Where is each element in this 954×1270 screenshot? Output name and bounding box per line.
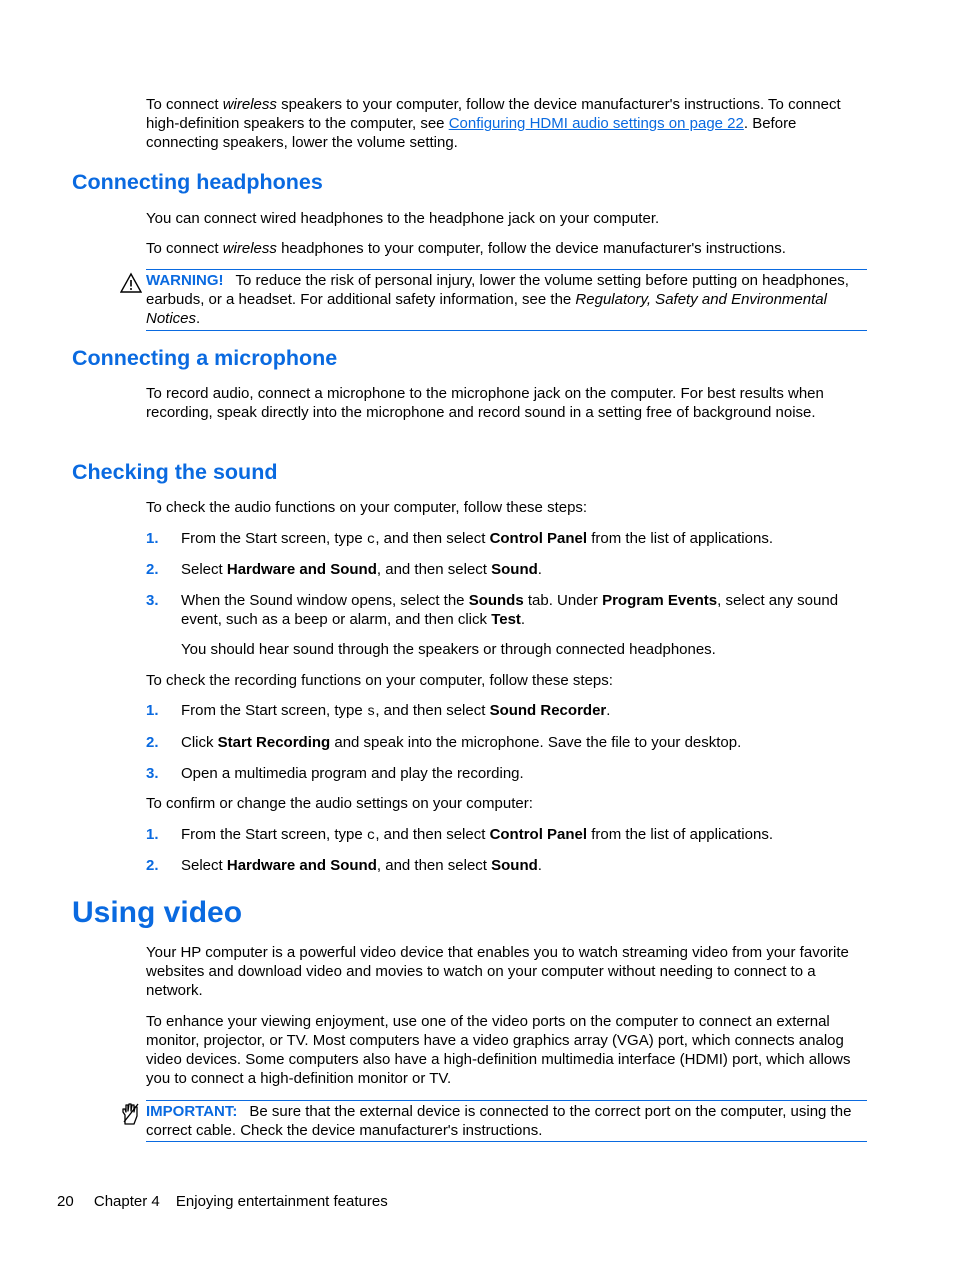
intro-text-1: To connect xyxy=(146,96,223,113)
step-bold: Start Recording xyxy=(217,734,331,751)
headphones-paragraph-1: You can connect wired headphones to the headphone jack on your computer. xyxy=(146,210,660,227)
step-text: When the Sound window opens, select the xyxy=(181,592,469,609)
step-text: From the Start screen, type xyxy=(181,826,367,843)
video-paragraph-1: Your HP computer is a powerful video device that enables you to watch streaming video from your favorite websites and download video and movies to watch on your computer without needing to connect to a network. xyxy=(146,944,849,999)
heading-using-video: Using video xyxy=(72,896,243,929)
step-text: From the Start screen, type xyxy=(181,702,367,719)
list2-num-3: 3. xyxy=(146,765,159,782)
heading-connecting-microphone: Connecting a microphone xyxy=(72,346,338,370)
list1-num-2: 2. xyxy=(146,561,159,578)
list1-step-2 xyxy=(181,560,869,579)
step-text: , select any sound event, such as a beep or alarm, and then click xyxy=(181,592,839,628)
intro-paragraph xyxy=(146,95,868,152)
heading-checking-sound: Checking the sound xyxy=(72,460,278,484)
list1-step-1 xyxy=(181,529,869,550)
step-code: c xyxy=(366,532,376,548)
important-label: IMPORTANT: xyxy=(146,1103,238,1120)
step-code: s xyxy=(366,704,376,720)
page-number: 20 xyxy=(57,1193,74,1210)
step-text: from the list of applications. xyxy=(587,826,773,843)
microphone-paragraph: To record audio, connect a microphone to the microphone jack on the computer. For best results when recording, speak directly into the microphone and record sound in a setting free of background noise. xyxy=(146,385,824,421)
step-bold: Sound Recorder xyxy=(489,702,607,719)
step-text: , and then select xyxy=(376,561,492,578)
headphones-p2-italic: wireless xyxy=(222,240,277,257)
list2-num-1: 1. xyxy=(146,702,159,719)
list2-step-3: Open a multimedia program and play the recording. xyxy=(181,765,524,782)
video-paragraph-2: To enhance your viewing enjoyment, use one of the video ports on the computer to connect an external monitor, projector, or TV. Most computers have a video graphics array (VGA) port, which connects analog video devices. Some computers also have a high-definition multimedia interface (HDMI) port, which allows you to connect a high-definition monitor or TV. xyxy=(146,1013,851,1087)
list1-step-3 xyxy=(181,591,869,629)
step-bold: Sound xyxy=(491,857,538,874)
intro-text-3: . Before connecting speakers, lower the volume setting. xyxy=(146,115,797,151)
chapter-title: Enjoying entertainment features xyxy=(175,1193,388,1210)
step-bold: Program Events xyxy=(602,592,718,609)
step-text: . xyxy=(606,702,611,719)
step-bold: Sound xyxy=(491,561,538,578)
intro-text-2: speakers to your computer, follow the device manufacturer's instructions. To connect high-definition speakers to the computer, see xyxy=(146,96,841,132)
heading-connecting-headphones: Connecting headphones xyxy=(72,170,323,194)
step-bold: Hardware and Sound xyxy=(226,561,377,578)
list1-num-3: 3. xyxy=(146,592,159,609)
hdmi-audio-settings-link[interactable]: Configuring HDMI audio settings on page 22 xyxy=(448,115,744,132)
step-text: . xyxy=(537,857,542,874)
list2-step-2 xyxy=(181,733,869,752)
step-bold: Sounds xyxy=(468,592,524,609)
step-text: Select xyxy=(181,857,227,874)
step-code: c xyxy=(366,828,376,844)
list3-step-1 xyxy=(181,825,869,846)
warning-label: WARNING! xyxy=(146,272,224,289)
warning-note xyxy=(146,269,867,331)
list1-num-1: 1. xyxy=(146,530,159,547)
sound-paragraph-3: To confirm or change the audio settings on your computer: xyxy=(146,795,533,812)
headphones-p2-text-b: headphones to your computer, follow the device manufacturer's instructions. xyxy=(276,240,786,257)
step-text: . xyxy=(520,611,526,628)
step-bold: Control Panel xyxy=(489,530,588,547)
headphones-p2-text-a: To connect xyxy=(146,240,223,257)
important-hand-icon xyxy=(120,1102,142,1126)
step-text: . xyxy=(537,561,542,578)
intro-italic: wireless xyxy=(222,96,277,113)
important-text: Be sure that the external device is connected to the correct port on the computer, using the correct cable. Check the device manufacturer's instructions. xyxy=(146,1103,852,1139)
step-text: and speak into the microphone. Save the file to your desktop. xyxy=(330,734,742,751)
step-text: Click xyxy=(181,734,218,751)
list2-step-1 xyxy=(181,701,869,722)
list3-num-1: 1. xyxy=(146,826,159,843)
step-text: , and then select xyxy=(375,530,490,547)
sound-paragraph-2: To check the recording functions on your computer, follow these steps: xyxy=(146,672,613,689)
sound-paragraph-1: To check the audio functions on your computer, follow these steps: xyxy=(146,499,588,516)
warning-text: To reduce the risk of personal injury, lower the volume setting before putting on headphones, earbuds, or a headset. For additional safety information, see the xyxy=(146,272,849,308)
page-footer xyxy=(57,1192,388,1211)
warning-italic-reference: Regulatory, Safety and Environmental Notices xyxy=(146,291,827,327)
list1-note: You should hear sound through the speakers or through connected headphones. xyxy=(181,641,716,658)
step-text: tab. Under xyxy=(523,592,603,609)
list3-num-2: 2. xyxy=(146,857,159,874)
headphones-paragraph-2 xyxy=(146,239,868,258)
warning-triangle-icon xyxy=(120,272,142,294)
step-bold: Hardware and Sound xyxy=(226,857,377,874)
chapter-label: Chapter 4 xyxy=(93,1193,160,1210)
warning-end: . xyxy=(196,310,201,327)
step-text: from the list of applications. xyxy=(587,530,773,547)
step-bold: Test xyxy=(491,611,521,628)
step-text: From the Start screen, type xyxy=(181,530,367,547)
list2-num-2: 2. xyxy=(146,734,159,751)
step-bold: Control Panel xyxy=(489,826,588,843)
important-note xyxy=(146,1100,867,1142)
list3-step-2 xyxy=(181,856,869,875)
step-text: , and then select xyxy=(376,857,492,874)
step-text: Select xyxy=(181,561,227,578)
step-text: , and then select xyxy=(375,702,490,719)
step-text: , and then select xyxy=(375,826,490,843)
